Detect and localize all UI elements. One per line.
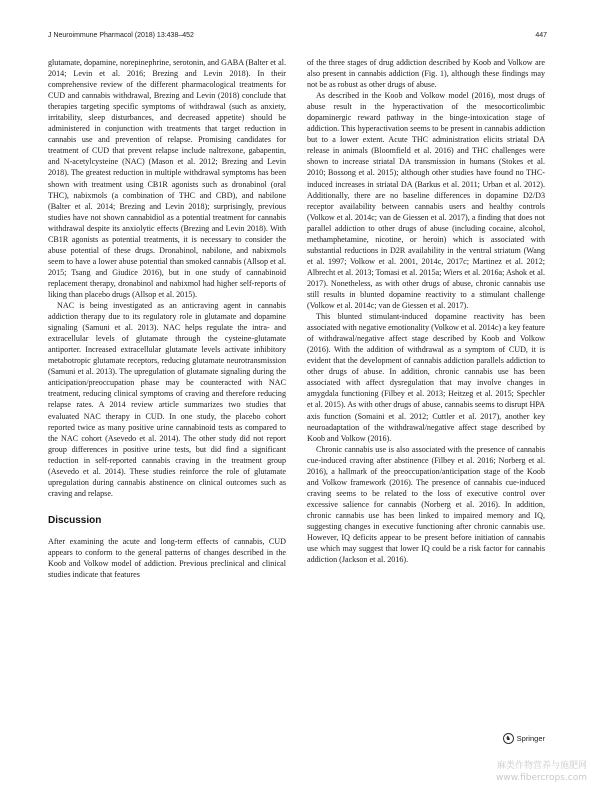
paragraph: glutamate, dopamine, norepinephrine, serotonin, and GABA (Balter et al. 2014; Levin et al. 2016; Brezing and Levin 2018). In their comprehensive review of the different pharmacological treatments for CUD and cannabis withdrawal, Brezing and Levin (2018) conclude that therapies targeting specific symptoms of withdrawal (such as anxiety, irritability, sleep disturbances, and decreased appetite) should be administered in conjunction with treatments that target reduction in cannabis use and prevention of relapse. Promising candidates for treatment of CUD that prevent relapse include naltrexone, gabapentin, and N-acetylcysteine (NAC) (Mason et al. 2012; Brezing and Levin 2018). The greatest reduction in multiple withdrawal symptoms has been shown with treatment using CB1R agonists such as dronabinol (oral THC), nabixmols (a combination of THC and CBD), and nabilone (Balter et al. 2014; Brezing and Levin 2018); surprisingly, previous studies have not shown cannabidiol as a potential treatment for cannabis withdrawal despite its anxiolytic effects (Brezing and Levin 2018). With CB1R agonists as potential treatments, it is necessary to consider the abuse potential of these drugs. Dronabinol, nabilone, and nabixmols seem to have a lower abuse potential than smoked cannabis (Allsop et al. 2015; Tsang and Giudice 2016), but in one study of cannabinoid replacement therapy, dronabinol and nabixmol had higher self-reports of liking than placebo drugs (Allsop et al. 2015). xyxy=(48,58,286,299)
paragraph: Chronic cannabis use is also associated with the presence of cannabis cue-induced craving after abstinence (Filbey et al. 2016; Norberg et al. 2016), a hallmark of the preoccupation/anticipation stage of the Koob and Volkow framework (2016). The presence of cannabis cue-induced craving seems to be related to the loss of executive control over excessive salience for cannabis (Norberg et al. 2016). In addition, chronic cannabis use has been linked to impaired memory and IQ, suggesting changes in executive functioning after chronic cannabis use. However, IQ deficits appear to be present before initiation of cannabis use which may suggest that lower IQ could be a risk factor for cannabis addiction (Jackson et al. 2016). xyxy=(307,444,545,565)
paragraph: As described in the Koob and Volkow model (2016), most drugs of abuse result in the hyperactivation of the mesocorticolimbic dopaminergic reward pathway in the binge-intoxication stage of addiction. This hyperactivation seems to be present in cannabis addiction but to a lower extent. Acute THC administration elicits striatal DA release in animals (Bloomfield et al. 2016) and THC challenges were shown to increase striatal DA transmission in humans (Stokes et al. 2010; Bossong et al. 2015); although other studies have found no THC-induced increases in striatal DA (Barkus et al. 2011; Urban et al. 2012). Additionally, there are no baseline differences in dopamine D2/D3 receptor availability between cannabis users and healthy controls (Volkow et al. 2014c; van de Giessen et al. 2017), a finding that does not parallel addiction to other drugs of abuse (including cocaine, alcohol, methamphetamine, nicotine, or heroin) which is associated with substantial reductions in D2R availability in the ventral striatum (Wang et al. 1997; Volkow et al. 2001, 2014c, 2017c; Martinez et al. 2012; Albrecht et al. 2013; Tomasi et al. 2015a; Wiers et al. 2016a; Ashok et al. 2017). Nonetheless, as with other drugs of abuse, chronic cannabis use still results in blunted dopamine reactivity to a stimulant challenge (Volkow et al. 2014c; van de Giessen et al. 2017). xyxy=(307,91,545,311)
springer-icon: ♞ xyxy=(503,733,514,744)
paragraph: of the three stages of drug addiction described by Koob and Volkow are also present in cannabis addiction (Fig. 1), although these findings may not be as robust as other drugs of abuse. xyxy=(307,58,545,90)
section-heading: Discussion xyxy=(48,514,102,526)
running-header xyxy=(48,32,547,42)
right-column xyxy=(307,57,545,565)
publisher-logo xyxy=(503,733,545,744)
paragraph: NAC is being investigated as an anticraving agent in cannabis addiction therapy due to its regulatory role in glutamate and dopamine signaling (Samuni et al. 2013). NAC helps regulate the intra- and extracellular levels of glutamate through the cysteine-glutamate antiporter. Increased extracellular glutamate levels activate inhibitory metabotropic glutamate receptors, reducing glutamate neurotransmission (Samuni et al. 2013). The upregulation of glutamate signaling during the anticipation/preoccupation phase may be counteracted with NAC treatment, reducing clinical symptoms of craving and therefore reducing relapse rates. A 2014 review article summarizes two studies that evaluated NAC therapy in CUD. In one study, the placebo cohort reported twice as many positive urine cannabinoid tests as compared to the NAC cohort (Asevedo et al. 2014). The other study did not report group differences in positive urine tests, but did find a significant reduction in self-reported cannabis craving in the treatment group (Asevedo et al. 2014). These studies reinforce the role of glutamate upregulation during cannabis abstinence on clinical outcomes such as craving and relapse. xyxy=(48,301,286,498)
watermark-line: 麻类作物营养与施肥网 xyxy=(496,761,587,771)
watermark xyxy=(496,760,587,784)
journal-citation: J Neuroimmune Pharmacol (2018) 13:438–452 xyxy=(48,32,194,39)
left-column xyxy=(48,57,286,580)
watermark-url: www.fibercrops.com xyxy=(496,773,587,783)
paragraph: This blunted stimulant-induced dopamine reactivity has been associated with negative emotionality (Volkow et al. 2014c) a key feature of withdrawal/negative affect stage described by Koob and Volkow (2016). With the addition of withdrawal as a symptom of CUD, it is evident that the development of cannabis addiction parallels addiction to other drugs of abuse. In addition, chronic cannabis use has been associated with affect dysregulation that may involve changes in amygdala functioning (Filbey et al. 2013; Heitzeg et al. 2015; Spechler et al. 2015). As with other drugs of abuse, cannabis seems to disrupt HPA axis function (Somaini et al. 2012; Cuttler et al. 2017), another key neuroadaptation of the withdrawal/negative affect stage described by Koob and Volkow (2016). xyxy=(307,312,545,443)
page-number: 447 xyxy=(535,32,547,39)
paragraph: After examining the acute and long-term effects of cannabis, CUD appears to conform to the general patterns of changes described in the Koob and Volkow model of addiction. Previous preclinical and clinical studies indicate that features xyxy=(48,536,286,580)
publisher-name: Springer xyxy=(516,734,545,743)
